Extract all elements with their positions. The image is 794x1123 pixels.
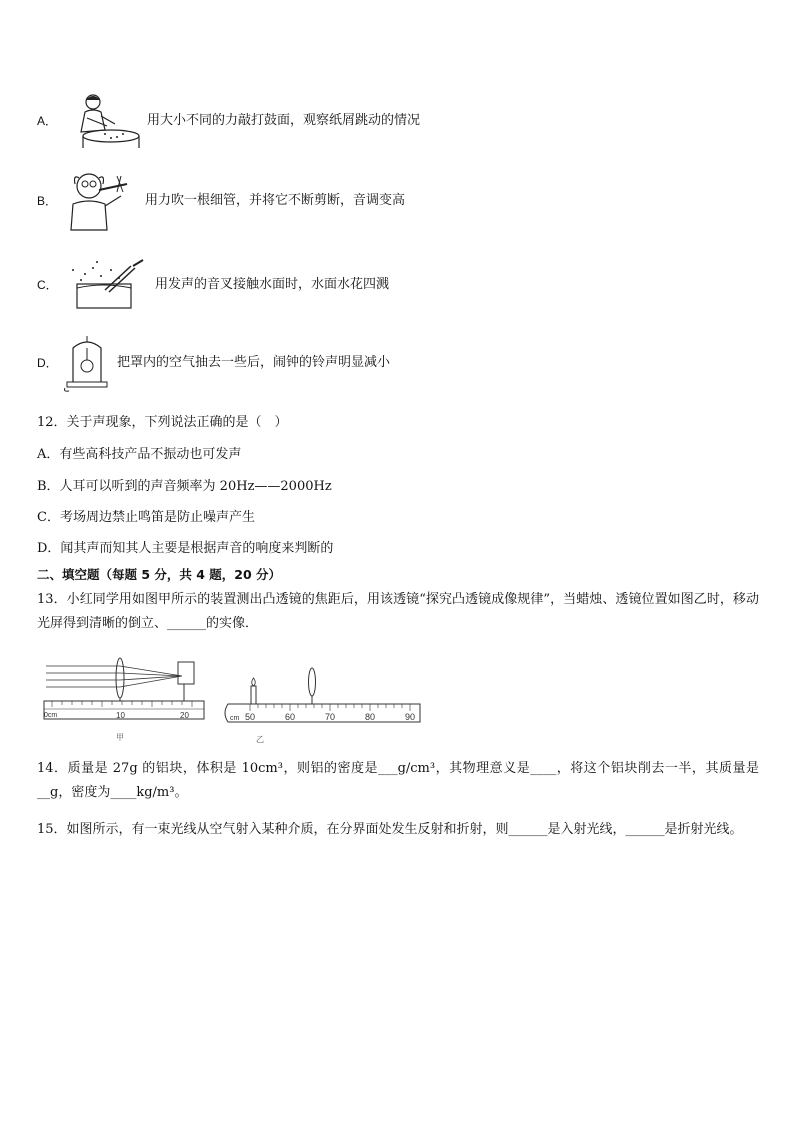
option-b xyxy=(37,170,405,232)
yi-tick-90: 90 xyxy=(405,712,416,722)
yi-caption: 乙 xyxy=(256,735,264,744)
option-b-label: B． xyxy=(37,194,58,208)
option-c-text: 用发声的音叉接触水面时，水面水花四溅 xyxy=(155,277,390,292)
drum-with-paper-scraps-icon xyxy=(61,92,143,150)
yi-tick-60: 60 xyxy=(285,712,296,722)
bell-jar-alarm-clock-icon xyxy=(61,334,113,392)
option-d-text: 把罩内的空气抽去一些后，闹钟的铃声明显减小 xyxy=(117,355,391,370)
option-a xyxy=(37,92,420,150)
jia-tick-0: 0cm xyxy=(44,712,58,719)
figure-jia xyxy=(40,654,208,746)
person-blowing-tube-icon xyxy=(61,170,141,232)
yi-tick-70: 70 xyxy=(325,712,336,722)
option-a-label: A． xyxy=(37,114,58,128)
q12-option-b: B．人耳可以听到的声音频率为 20Hz——2000Hz xyxy=(37,479,332,494)
option-c-label: C． xyxy=(37,278,58,292)
yi-tick-cm: cm xyxy=(230,715,240,722)
q12-option-d: D．闻其声而知其人主要是根据声音的响度来判断的 xyxy=(37,541,334,556)
q13-text: 13．小红同学用如图甲所示的装置测出凸透镜的焦距后，用该透镜“探究凸透镜成像规律”，当蜡烛、透镜位置如图乙时，移动光屏得到清晰的倒立、______的实像． xyxy=(37,592,759,631)
q12-option-c: C．考场周边禁止鸣笛是防止噪声产生 xyxy=(37,510,255,525)
q12-option-a: A．有些高科技产品不振动也可发声 xyxy=(37,447,242,462)
option-d-label: D． xyxy=(37,356,58,370)
section-heading: 二、填空题（每题 5 分，共 4 题，20 分） xyxy=(37,567,282,582)
q15-text: 15．如图所示，有一束光线从空气射入某种介质，在分界面处发生反射和折射，则______是入射光线，______是折射光线。 xyxy=(37,822,743,837)
q12-stem: 12．关于声现象，下列说法正确的是（ ） xyxy=(37,415,288,430)
figure-yi xyxy=(220,664,428,746)
yi-tick-50: 50 xyxy=(245,712,256,722)
option-d xyxy=(37,334,390,392)
tuning-fork-in-water-icon xyxy=(61,256,151,314)
yi-tick-80: 80 xyxy=(365,712,376,722)
jia-tick-20: 20 xyxy=(180,711,189,720)
q14-text: 14．质量是 27g 的铝块，体积是 10cm³，则铝的密度是___g/cm³，其物理意义是____，将这个铝块削去一半，其质量是__g，密度为____kg/m³。 xyxy=(37,761,759,800)
jia-caption: 甲 xyxy=(116,733,124,742)
option-b-text: 用力吹一根细管，并将它不断剪断，音调变高 xyxy=(145,193,406,208)
option-a-text: 用大小不同的力敲打鼓面，观察纸屑跳动的情况 xyxy=(147,113,421,128)
option-c xyxy=(37,256,389,314)
jia-tick-10: 10 xyxy=(116,711,125,720)
